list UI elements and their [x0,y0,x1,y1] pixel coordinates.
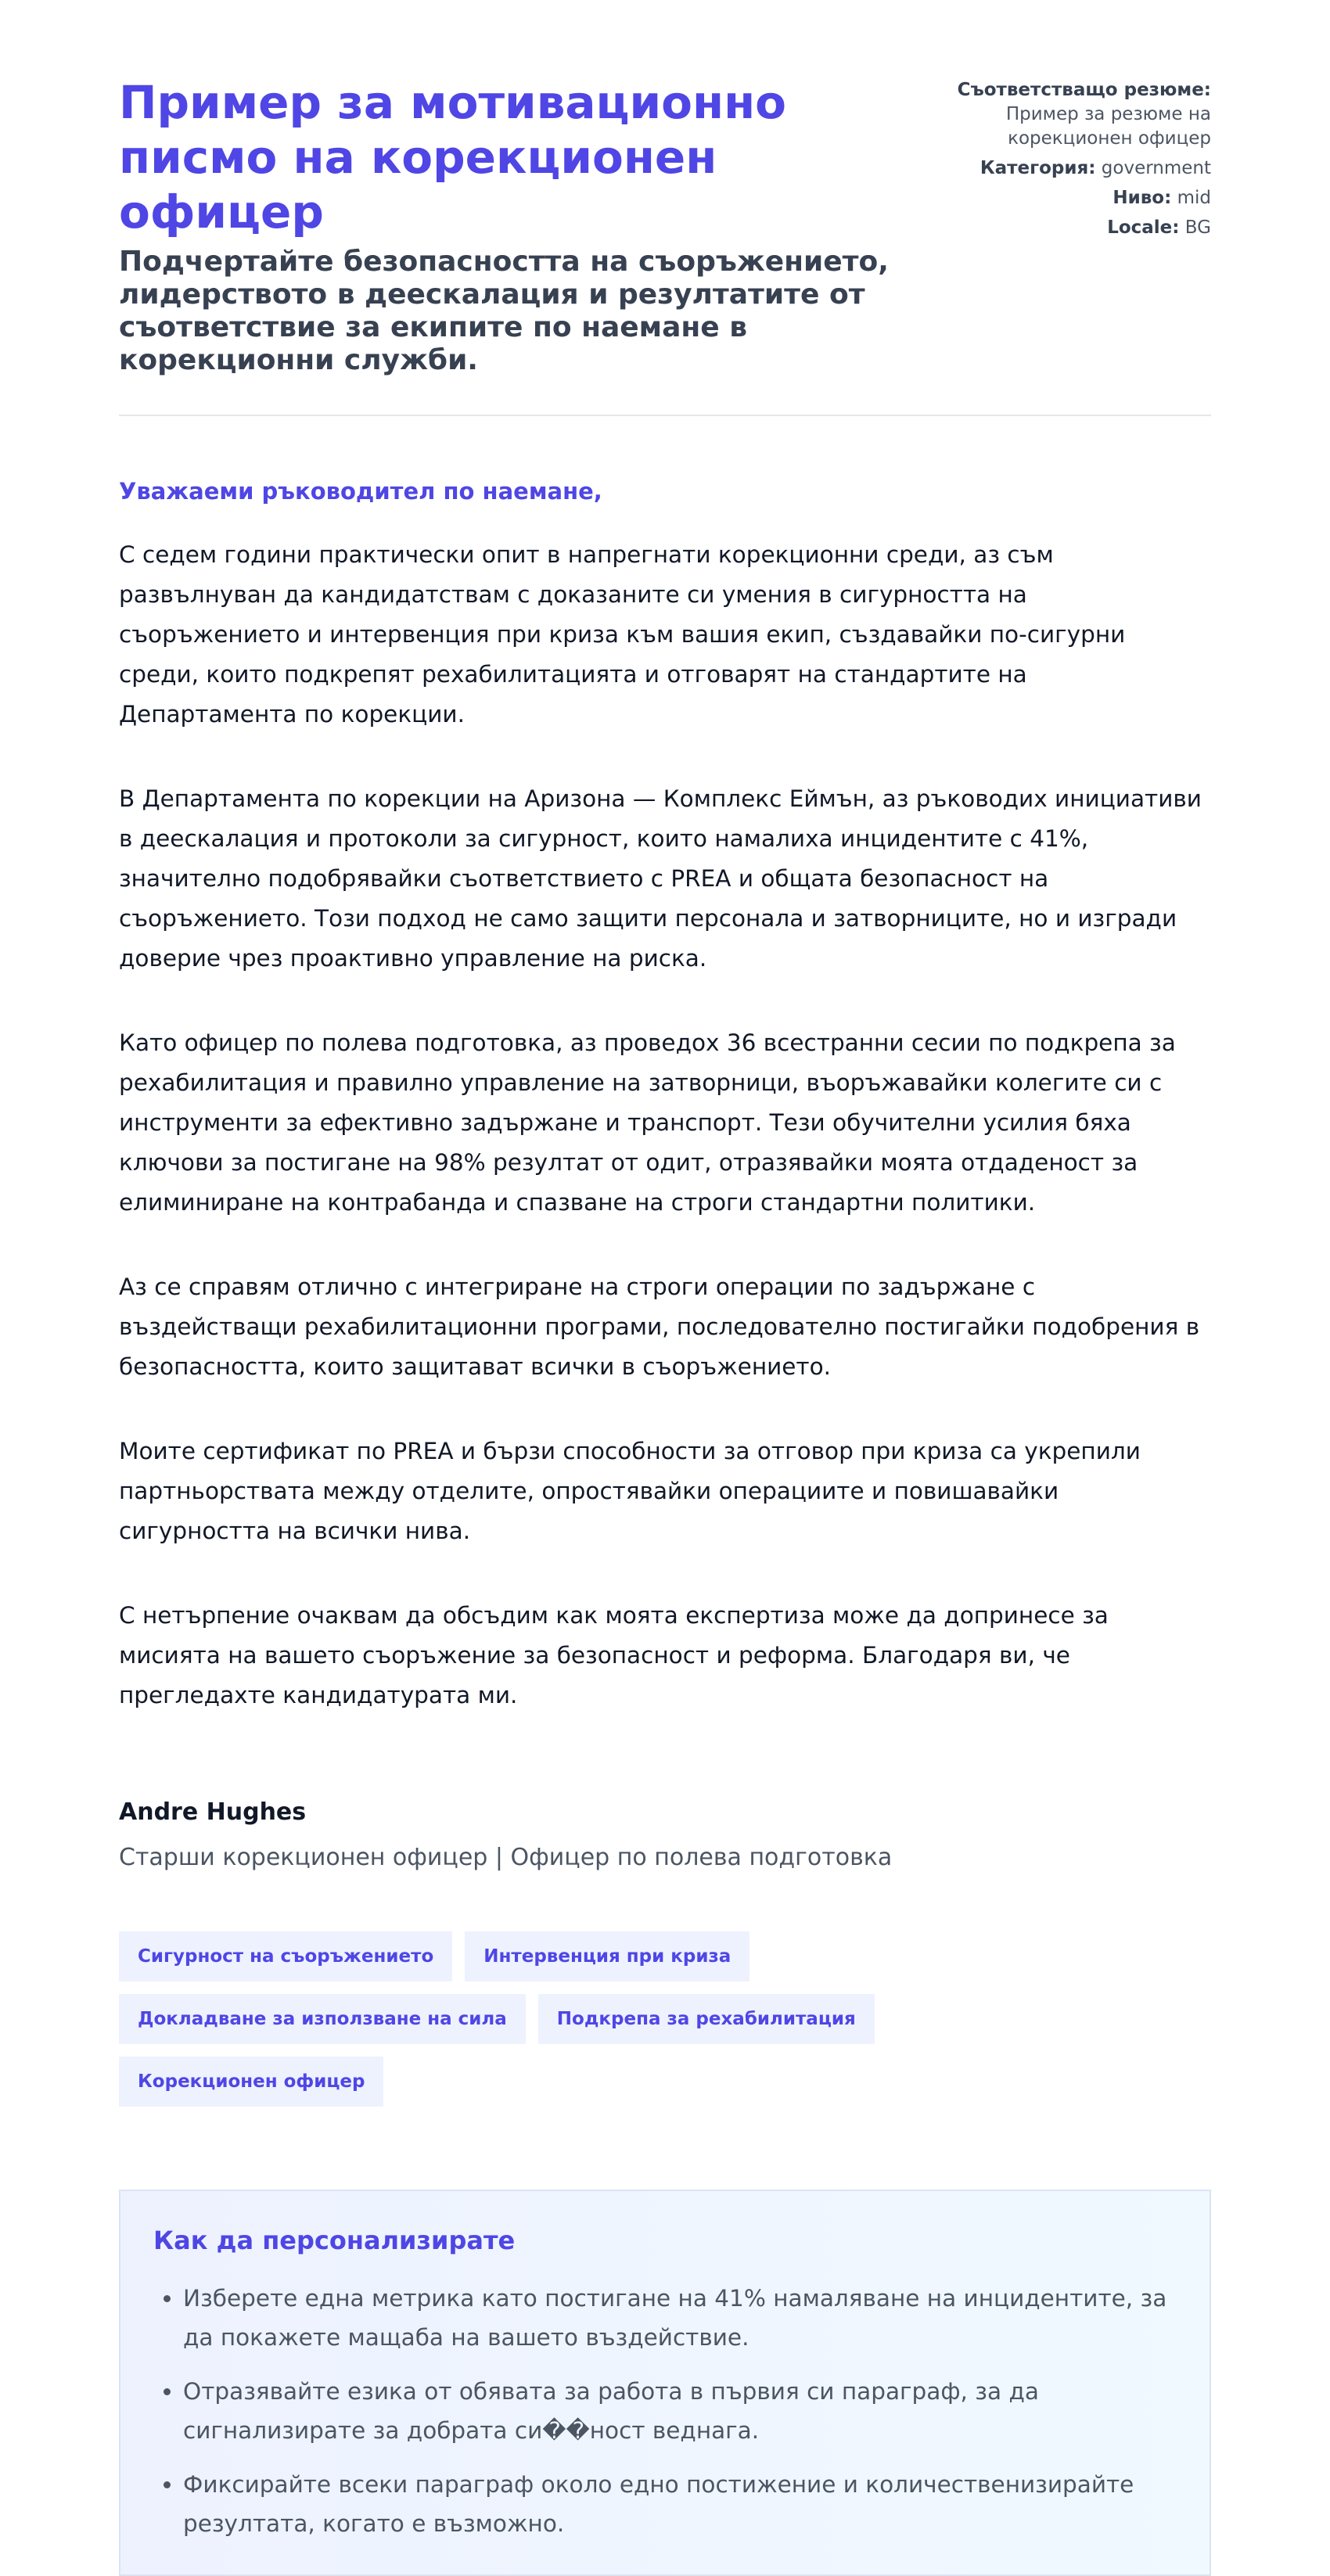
meta-level-label: Ниво: [1113,188,1172,208]
meta-locale-label: Locale: [1107,217,1180,238]
page-title: Пример за мотивационно писмо на корекционен офицер [119,76,787,239]
letter-paragraph: Аз се справям отлично с интегриране на строги операции по задържане с въздействащи рехабилитационни програми, последователно постигайки подобрения в безопасността, които защитават всички в съоръжението. [119,1274,1200,1380]
letter-paragraph: Като офицер по полева подготовка, аз проведох 36 всестранни сесии по подкрепа за рехабилитация и правилно управление на затворници, въоръжавайки колегите си с инструменти за ефективно задържане и транспорт. Тези обучителни усилия бяха ключови за постигане на 98% резултат от одит, отразявайки моята отдаденост за елиминиране на контрабанда и спазване на строги стандартни политики. [119,1029,1176,1216]
meta-category [945,156,1211,181]
meta-level [945,186,1211,210]
meta-locale-value: BG [1184,217,1211,238]
letter-paragraph: С седем години практически опит в напрегнати корекционни среди, аз съм развълнуван да кандидатствам с доказаните си умения в сигурността на съоръжението и интервенция при криза към вашия екип, създавайки по-сигурни среди, които подкрепят рехабилитацията и отговарят на стандартите на Департамента по корекции. [119,541,1126,728]
skill-tag: Сигурност на съоръжението [119,1931,452,1981]
letter-greeting: Уважаеми ръководител по наемане, [119,478,602,505]
tip-item: • Отразявайте езика от обявата за работа в първия си параграф, за да сигнализирате за добрата си��ност веднага. [183,2372,1177,2450]
signature-role: Старши корекционен офицер | Офицер по полева подготовка [119,1844,893,1871]
signature-block [119,1797,1211,1874]
header-titles [119,75,909,377]
tip-item: • Изберете една метрика като постигане на 41% намаляване на инцидентите, за да покажете мащаба на вашето въздействие. [183,2279,1177,2357]
meta-locale [945,216,1211,240]
tips-title: Как да персонализирате [153,2226,516,2255]
page-header [119,75,1211,416]
tips-list [153,2279,1177,2543]
meta-level-value: mid [1177,188,1211,208]
skill-tag: Интервенция при криза [465,1931,749,1981]
meta-category-label: Категория: [980,158,1096,178]
letter-body [119,535,1211,1716]
skill-tag: Докладване за използване на сила [119,1994,526,2044]
skill-tag: Корекционен офицер [119,2057,383,2107]
skill-tags [119,1931,1136,2107]
page-subtitle: Подчертайте безопасността на съоръжението, лидерството в деескалация и резултатите от съответствие за екипите по наемане в корекционни служби. [119,246,889,376]
meta-category-value: government [1101,158,1211,178]
tip-item: • Фиксирайте всеки параграф около едно постижение и количественизирайте резултата, когато е възможно. [183,2465,1177,2543]
personalize-tips-box [119,2190,1211,2576]
skill-tag: Подкрепа за рехабилитация [538,1994,875,2044]
signature-name: Andre Hughes [119,1798,307,1826]
meta-resume-value: Пример за резюме на корекционен офицер [1005,104,1211,149]
letter-paragraph: В Департамента по корекции на Аризона — Комплекс Еймън, аз ръководих инициативи в деескалация и протоколи за сигурност, които намалиха инцидентите с 41%, значително подобрявайки съответствието с PREA и общата безопасност на съоръжението. Този подход не само защити персонала и затворниците, но и изгради доверие чрез проактивно управление на риска. [119,785,1202,972]
meta-resume-label: Съответстващо резюме: [957,80,1211,100]
meta-panel [945,78,1211,246]
letter-paragraph: Моите сертификат по PREA и бързи способности за отговор при криза са укрепили партньорствата между отделите, опростявайки операциите и повишавайки сигурността на всички нива. [119,1438,1141,1544]
meta-resume [945,78,1211,151]
letter-paragraph: С нетърпение очаквам да обсъдим как моята експертиза може да допринесе за мисията на вашето съоръжение за безопасност и реформа. Благодаря ви, че прегледахте кандидатурата ми. [119,1602,1109,1708]
